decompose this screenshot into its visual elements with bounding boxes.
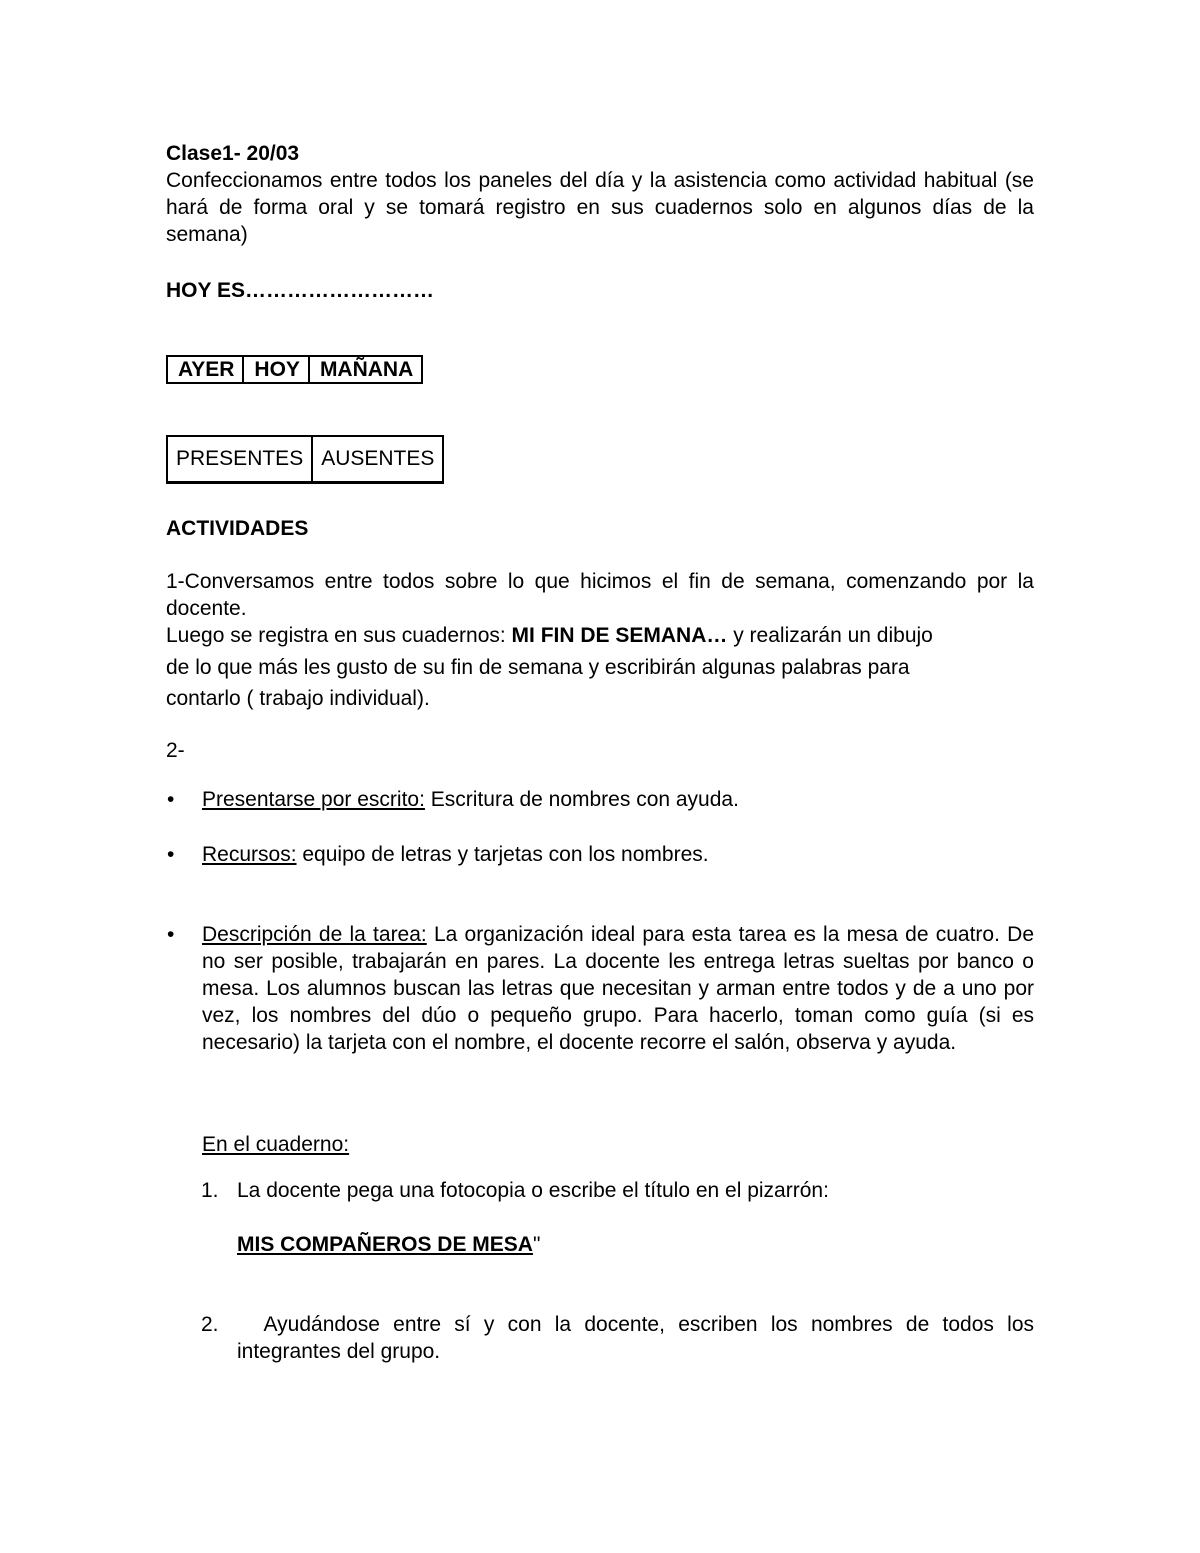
cuaderno-heading: En el cuaderno: — [202, 1133, 350, 1156]
activity-1-register-line — [166, 622, 933, 649]
bullet-icon: • — [167, 843, 175, 866]
bullet-presentarse-text: Escritura de nombres con ayuda. — [424, 788, 739, 811]
bullet-presentarse-label: Presentarse por escrito: — [202, 788, 425, 811]
bullet-icon: • — [167, 788, 175, 811]
days-cell-hoy: HOY — [243, 356, 309, 383]
mis-companeros-title-quote: " — [532, 1233, 541, 1256]
attendance-table — [166, 435, 444, 484]
step-1-number: 1. — [201, 1179, 219, 1202]
bullet-presentarse — [167, 786, 1034, 813]
cuaderno-step-1 — [201, 1177, 1034, 1204]
days-cell-ayer: AYER — [167, 356, 243, 383]
mis-companeros-title-text: MIS COMPAÑEROS DE MESA — [237, 1233, 533, 1256]
activity-1-register-bold: MI FIN DE SEMANA… — [511, 624, 728, 647]
hoy-es-line: HOY ES……………………… — [166, 279, 434, 302]
bullet-descripcion-text: La organización ideal para esta tarea es la mesa de cuatro. De no ser posible, trabajarán en pares. La docente les entrega letras sueltas por banco o mesa. Los alumnos buscan las letras que necesitan y arman entre todos y de a uno por vez, los nombres del dúo o pequeño grupo. Para hacerlo, toman como guía (si es necesario) la tarjeta con el nombre, el docente recorre el salón, observa y ayuda. — [202, 923, 1035, 1054]
days-table — [166, 355, 423, 384]
days-cell-manana: MAÑANA — [309, 356, 422, 383]
attendance-cell-ausentes: AUSENTES — [312, 436, 443, 483]
bullet-recursos-text: equipo de letras y tarjetas con los nombres. — [296, 843, 709, 866]
activities-heading: ACTIVIDADES — [166, 517, 309, 540]
mis-companeros-title — [237, 1231, 540, 1258]
intro-paragraph: Confeccionamos entre todos los paneles del día y la asistencia como actividad habitual (se hará de forma oral y se tomará registro en sus cuadernos solo en algunos días de la semana) — [166, 169, 1034, 246]
bullet-descripcion-label: Descripción de la tarea: — [202, 923, 427, 946]
attendance-cell-presentes: PRESENTES — [167, 436, 312, 483]
class-title: Clase1- 20/03 — [166, 142, 300, 165]
bullet-descripcion — [167, 921, 1035, 1056]
cuaderno-step-2 — [201, 1311, 1040, 1365]
activity-2-label: 2- — [166, 739, 185, 762]
activity-1-register-pre: Luego se registra en sus cuadernos: — [166, 624, 512, 647]
bullet-recursos-label: Recursos: — [202, 843, 297, 866]
step-2-number: 2. — [201, 1313, 219, 1336]
activity-1-paragraph: 1-Conversamos entre todos sobre lo que hicimos el fin de semana, comenzando por la docente. — [166, 570, 1034, 620]
activity-1-drawing-line: de lo que más les gusto de su fin de semana y escribirán algunas palabras para — [166, 656, 910, 679]
step-2-text: Ayudándose entre sí y con la docente, escriben los nombres de todos los integrantes del grupo. — [237, 1313, 1040, 1363]
activity-1-register-post: y realizarán un dibujo — [727, 624, 933, 647]
bullet-icon: • — [167, 923, 175, 946]
activity-1-individual-line: contarlo ( trabajo individual). — [166, 687, 430, 710]
bullet-recursos — [167, 841, 1034, 868]
step-1-text: La docente pega una fotocopia o escribe el título en el pizarrón: — [237, 1179, 829, 1202]
